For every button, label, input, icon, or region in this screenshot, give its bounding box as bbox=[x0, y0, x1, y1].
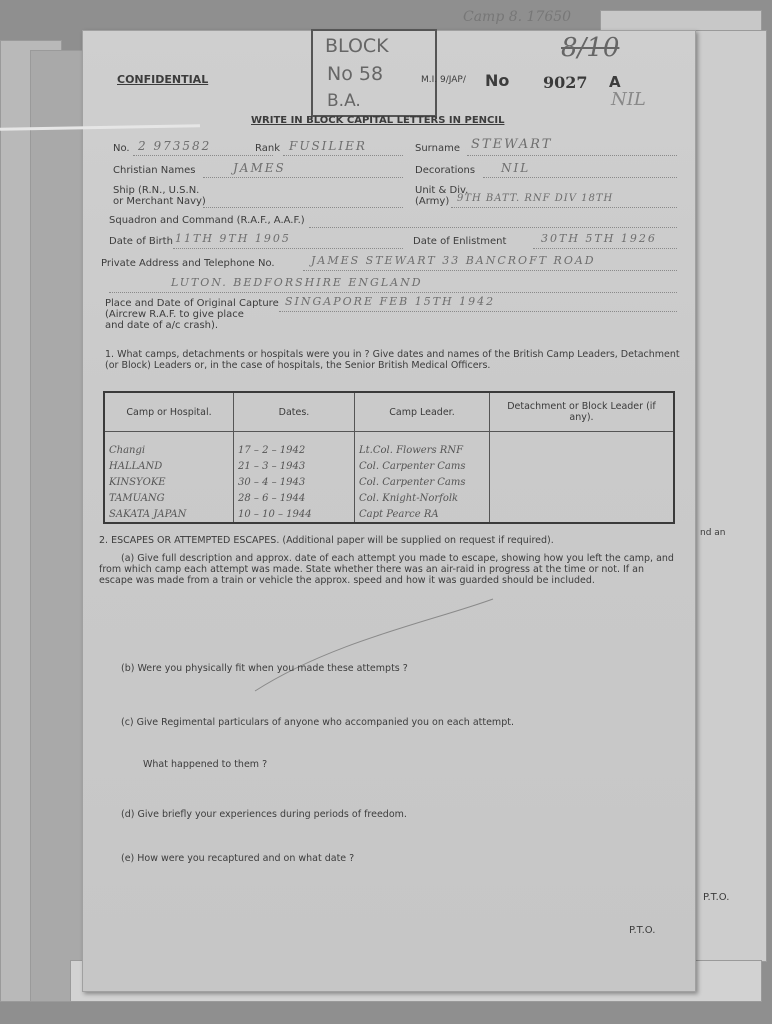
leader-cell: Col. Carpenter Cams bbox=[355, 474, 490, 490]
address-value-line-2: LUTON. BEDFORSHIRE ENGLAND bbox=[171, 276, 423, 289]
squadron-line bbox=[309, 227, 677, 228]
capture-value: SINGAPORE FEB 15TH 1942 bbox=[285, 295, 496, 308]
dates-cell: 30 – 4 – 1943 bbox=[234, 474, 355, 490]
table-row bbox=[104, 490, 674, 506]
crossed-number: 8/10 bbox=[561, 33, 620, 63]
stamp-line-2: No 58 bbox=[327, 63, 384, 85]
address-label: Private Address and Telephone No. bbox=[101, 258, 275, 269]
camp-cell: KINSYOKE bbox=[104, 474, 234, 490]
unit-value: 9TH BATT. RNF DIV 18TH bbox=[457, 193, 614, 204]
dob-label: Date of Birth bbox=[109, 236, 173, 247]
dates-cell: 21 – 3 – 1943 bbox=[234, 458, 355, 474]
instruction-heading: WRITE IN BLOCK CAPITAL LETTERS IN PENCIL bbox=[251, 115, 505, 126]
rank-value: FUSILIER bbox=[289, 139, 367, 153]
leader-cell: Col. Knight-Norfolk bbox=[355, 490, 490, 506]
capture-label-line-2: (Aircrew R.A.F. to give place bbox=[105, 309, 244, 320]
pto-label: P.T.O. bbox=[629, 925, 656, 936]
unit-label-line-2: (Army) bbox=[415, 196, 450, 207]
detachment-cell bbox=[490, 474, 675, 490]
service-number-line bbox=[133, 155, 273, 156]
christian-names-line bbox=[203, 177, 403, 178]
escapes-question-c: (c) Give Regimental particulars of anyone who accompanied you on each attempt. bbox=[121, 717, 514, 728]
enlistment-value: 30TH 5TH 1926 bbox=[541, 232, 657, 245]
decorations-label: Decorations bbox=[415, 165, 476, 176]
ship-label bbox=[113, 185, 206, 207]
back-sheet-fragment: nd an bbox=[700, 528, 726, 538]
stamp-line-1: BLOCK bbox=[325, 35, 389, 57]
escapes-question-b: (b) Were you physically fit when you made these attempts ? bbox=[121, 663, 408, 674]
surname-label: Surname bbox=[415, 143, 460, 154]
top-reference: Camp 8. 17650 bbox=[463, 9, 572, 25]
table-row bbox=[104, 458, 674, 474]
christian-names-value: JAMES bbox=[233, 161, 286, 175]
escapes-question-a: (a) Give full description and approx. date of each attempt you made to escape, showing how you left the camp, and from which camp each attempt was made. State whether there was an air-raid in progress at the time or not. If an escape was made from a train or vehicle the approx. speed and how it was guarded should be included. bbox=[99, 553, 674, 586]
stamp-line-3: B.A. bbox=[327, 91, 361, 111]
address-value-line-1: JAMES STEWART 33 BANCROFT ROAD bbox=[311, 254, 596, 267]
leader-cell: Col. Carpenter Cams bbox=[355, 458, 490, 474]
rank-line bbox=[283, 155, 403, 156]
christian-names-label: Christian Names bbox=[113, 165, 196, 176]
leader-cell: Lt.Col. Flowers RNF bbox=[355, 432, 490, 459]
enlistment-line bbox=[533, 248, 677, 249]
form-sheet bbox=[82, 9, 696, 992]
ship-label-line-1: Ship (R.N., U.S.N. bbox=[113, 185, 200, 196]
header-camp: Camp or Hospital. bbox=[104, 392, 234, 432]
block-stamp bbox=[311, 29, 437, 117]
question-1-text: 1. What camps, detachments or hospitals were you in ? Give dates and names of the British Camp Leaders, Detachment (or Block) Leaders or, in the case of hospitals, the Senior British Medical Officers. bbox=[105, 349, 680, 371]
header-camp-leader: Camp Leader. bbox=[355, 392, 490, 432]
address-line-1 bbox=[303, 270, 677, 271]
address-line-2 bbox=[109, 292, 677, 293]
escapes-question-e: (e) How were you recaptured and on what date ? bbox=[121, 853, 355, 864]
dates-cell: 28 – 6 – 1944 bbox=[234, 490, 355, 506]
detachment-cell bbox=[490, 490, 675, 506]
detachment-cell bbox=[490, 432, 675, 459]
capture-label-line-1: Place and Date of Original Capture bbox=[105, 298, 279, 309]
detachment-cell bbox=[490, 458, 675, 474]
unit-line bbox=[451, 207, 677, 208]
header-detachment-leader: Detachment or Block Leader (if any). bbox=[490, 392, 675, 432]
nil-note: NIL bbox=[611, 89, 646, 110]
camp-cell: TAMUANG bbox=[104, 490, 234, 506]
camp-cell: HALLAND bbox=[104, 458, 234, 474]
surname-line bbox=[467, 155, 677, 156]
escapes-question-d: (d) Give briefly your experiences during periods of freedom. bbox=[121, 809, 407, 820]
service-number-value: 2 973582 bbox=[138, 139, 212, 153]
capture-line bbox=[279, 311, 677, 312]
table-row bbox=[104, 474, 674, 490]
decorations-value: NIL bbox=[501, 161, 531, 175]
escapes-question-c-followup: What happened to them ? bbox=[143, 759, 268, 770]
table-row bbox=[104, 506, 674, 523]
back-sheet-pto: P.T.O. bbox=[703, 892, 730, 903]
pencil-mark bbox=[243, 591, 503, 701]
enlistment-label: Date of Enlistment bbox=[413, 236, 507, 247]
camp-cell: SAKATA JAPAN bbox=[104, 506, 234, 523]
table-row bbox=[104, 432, 674, 459]
decorations-line bbox=[483, 177, 677, 178]
dob-line bbox=[173, 248, 403, 249]
camp-cell: Changi bbox=[104, 432, 234, 459]
camps-table bbox=[103, 391, 675, 524]
dob-value: 11TH 9TH 1905 bbox=[175, 232, 291, 245]
ship-line bbox=[203, 207, 403, 208]
escapes-heading: 2. ESCAPES OR ATTEMPTED ESCAPES. (Additional paper will be supplied on request if required). bbox=[99, 535, 554, 546]
camps-table-header-row bbox=[104, 392, 674, 432]
unit-label-line-1: Unit & Div. bbox=[415, 185, 469, 196]
service-number-label: No. bbox=[113, 143, 130, 154]
squadron-label: Squadron and Command (R.A.F., A.A.F.) bbox=[109, 215, 305, 226]
dates-cell: 17 – 2 – 1942 bbox=[234, 432, 355, 459]
leader-cell: Capt Pearce RA bbox=[355, 506, 490, 523]
number-label: No bbox=[485, 71, 510, 90]
capture-label-line-3: and date of a/c crash). bbox=[105, 320, 219, 331]
dates-cell: 10 – 10 – 1944 bbox=[234, 506, 355, 523]
confidential-label: CONFIDENTIAL bbox=[117, 73, 209, 86]
form-number: 9027 bbox=[543, 73, 588, 92]
header-dates: Dates. bbox=[234, 392, 355, 432]
surname-value: STEWART bbox=[471, 137, 553, 152]
mi-reference: M.I. 9/JAP/ bbox=[421, 75, 466, 85]
rank-label: Rank bbox=[255, 143, 280, 154]
capture-label bbox=[105, 298, 279, 331]
form-suffix: A bbox=[609, 73, 621, 91]
detachment-cell bbox=[490, 506, 675, 523]
ship-label-line-2: or Merchant Navy) bbox=[113, 196, 206, 207]
